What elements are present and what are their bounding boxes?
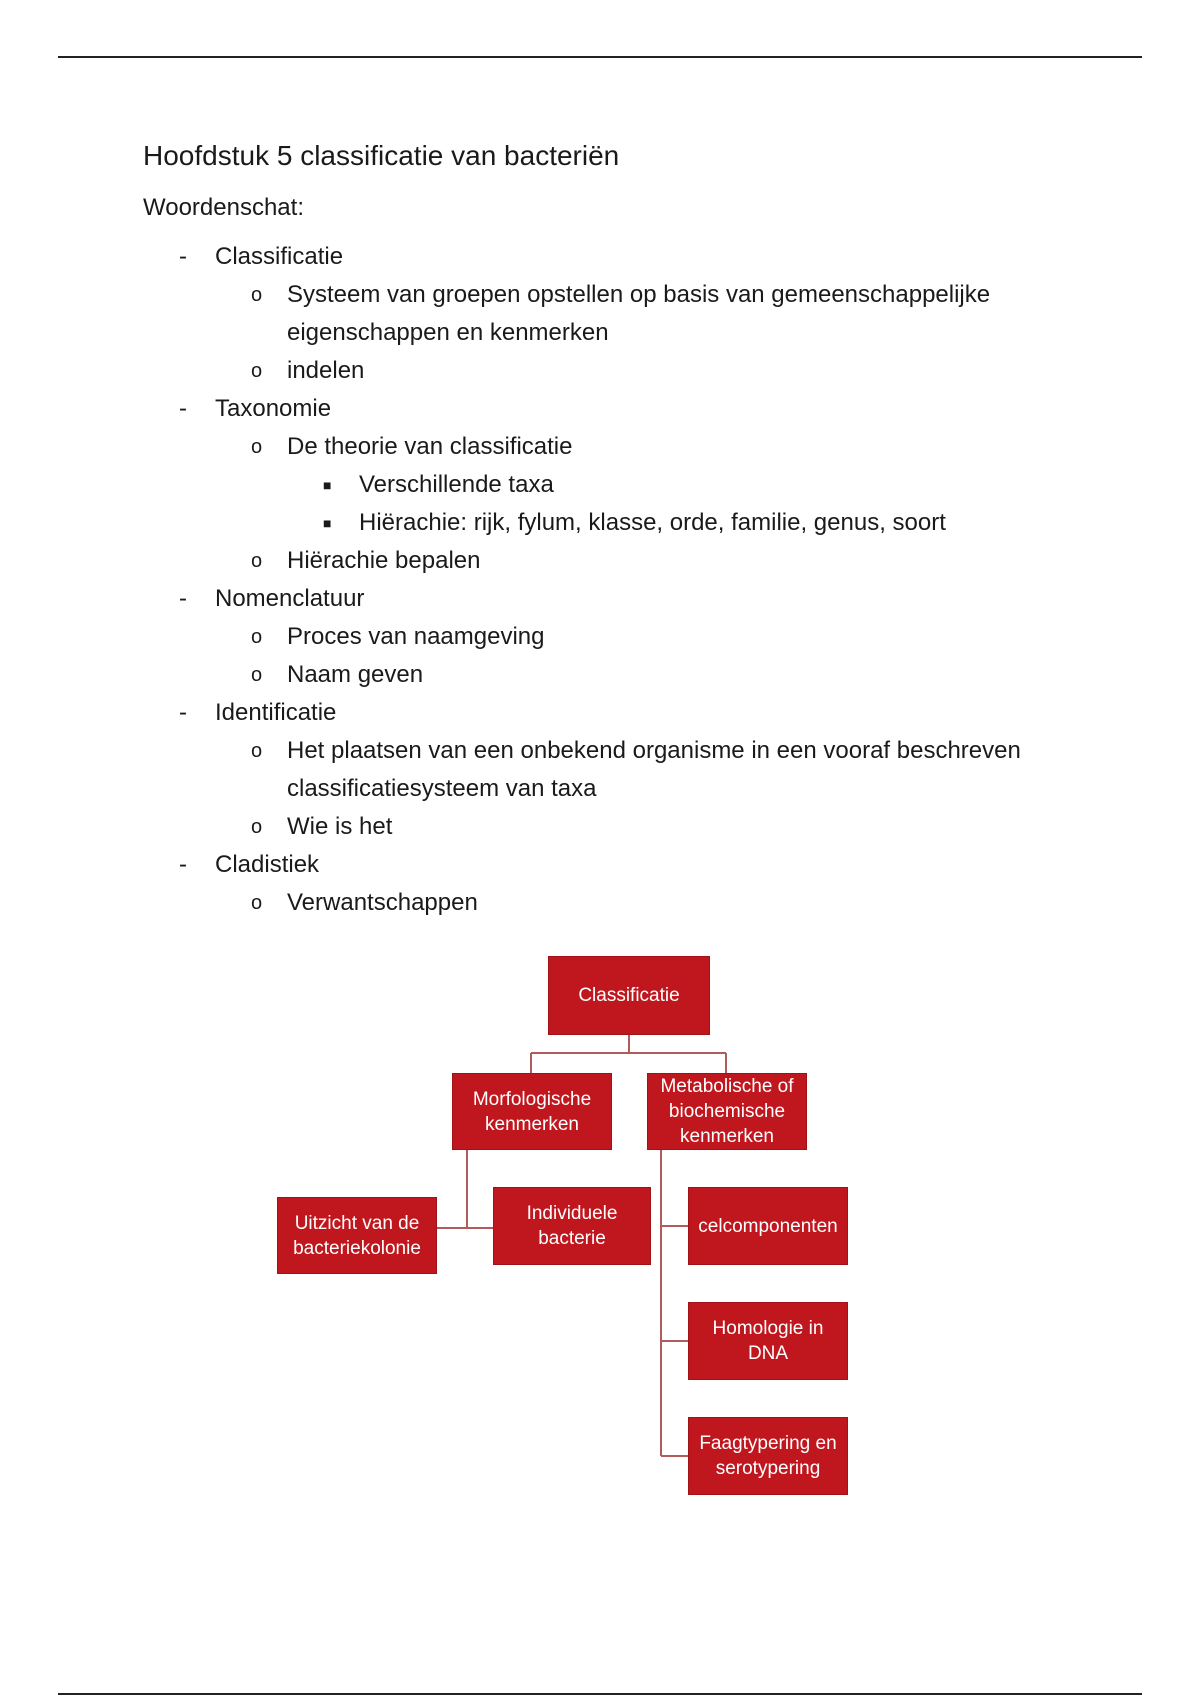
node-individual: Individuele bacterie (493, 1187, 651, 1265)
dash-bullet: - (179, 395, 187, 422)
list-item (215, 732, 1103, 808)
list-item (143, 580, 1103, 694)
list-item (215, 276, 1103, 352)
vocabulary-list (143, 238, 1103, 922)
definition-text: indelen (287, 357, 365, 384)
list-item (215, 884, 1103, 922)
definition-text: Proces van naamgeving (287, 623, 545, 650)
list-item (143, 694, 1103, 846)
circle-bullet-icon: o (251, 360, 263, 382)
list-item (215, 428, 1103, 542)
circle-bullet-icon: o (251, 284, 263, 306)
term-label: Identificatie (215, 699, 337, 726)
node-cell-components: celcomponenten (688, 1187, 848, 1265)
header-rule (58, 56, 1142, 58)
definition-text: Het plaatsen van een onbekend organisme in een vooraf beschreven classificatiesysteem van taxa (287, 737, 1021, 802)
node-dna-homology: Homologie in DNA (688, 1302, 848, 1380)
dash-bullet: - (179, 585, 187, 612)
circle-bullet-icon: o (251, 550, 263, 572)
definition-text: Naam geven (287, 661, 424, 688)
node-phage-typing: Faagtypering en serotypering (688, 1417, 848, 1495)
circle-bullet-icon: o (251, 816, 263, 838)
circle-bullet-icon: o (251, 664, 263, 686)
definition-text: Wie is het (287, 813, 393, 840)
circle-bullet-icon: o (251, 626, 263, 648)
dash-bullet: - (179, 699, 187, 726)
list-item (215, 352, 1103, 390)
definition-text: Hiërachie: rijk, fylum, klasse, orde, familie, genus, soort (359, 509, 946, 536)
list-item (215, 808, 1103, 846)
footer-rule (58, 1693, 1142, 1695)
term-label: Cladistiek (215, 851, 320, 878)
term-label: Nomenclatuur (215, 585, 365, 612)
square-bullet-icon: ■ (323, 477, 332, 493)
node-colony: Uitzicht van de bacteriekolonie (277, 1197, 437, 1274)
node-morphological: Morfologische kenmerken (452, 1073, 612, 1150)
dash-bullet: - (179, 243, 187, 270)
dash-bullet: - (179, 851, 187, 878)
list-item (143, 390, 1103, 580)
document-body (143, 140, 1103, 922)
term-label: Classificatie (215, 243, 344, 270)
list-item (287, 504, 1103, 542)
term-label: Taxonomie (215, 395, 332, 422)
definition-text: Verwantschappen (287, 889, 478, 916)
circle-bullet-icon: o (251, 436, 263, 458)
page-title: Hoofdstuk 5 classificatie van bacteriën (143, 140, 620, 171)
circle-bullet-icon: o (251, 892, 263, 914)
node-root: Classificatie (548, 956, 710, 1035)
list-item (143, 846, 1103, 922)
square-bullet-icon: ■ (323, 515, 332, 531)
list-item (287, 466, 1103, 504)
list-item (215, 656, 1103, 694)
list-item (215, 618, 1103, 656)
node-metabolic: Metabolische of biochemische kenmerken (647, 1073, 807, 1150)
definition-text: Verschillende taxa (359, 471, 554, 498)
definition-text: De theorie van classificatie (287, 433, 573, 460)
circle-bullet-icon: o (251, 740, 263, 762)
definition-text: Systeem van groepen opstellen op basis van gemeenschappelijke eigenschappen en kenmerken (287, 281, 991, 346)
list-item (215, 542, 1103, 580)
vocabulary-heading: Woordenschat: (143, 194, 304, 221)
definition-text: Hiërachie bepalen (287, 547, 481, 574)
list-item (143, 238, 1103, 390)
